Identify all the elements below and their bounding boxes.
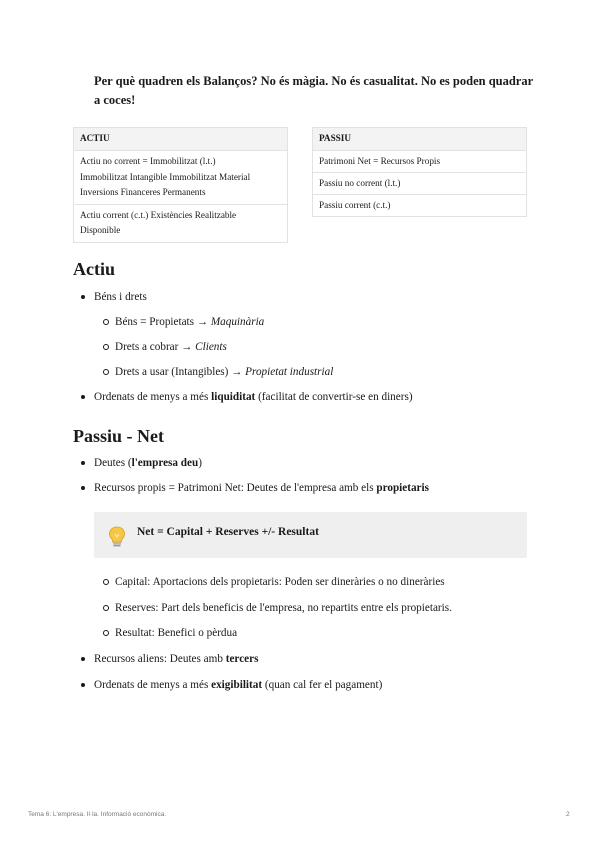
actiu-table-row (74, 151, 288, 205)
formula-text: Net = Capital + Reserves +/- Resultat (137, 526, 319, 538)
actiu-row-line: Immobilitzat Intangible Immobilitzat Material (80, 171, 251, 182)
intro-paragraph: Per què quadren els Balanços? No és màgia. No és casualitat. No es poden quadrar a coces! (94, 74, 533, 107)
list-item: Recursos aliens: Deutes amb tercers (94, 653, 259, 665)
actiu-table (73, 127, 288, 243)
page-number: 2 (566, 811, 570, 818)
list-item: Ordenats de menys a més liquiditat (facilitat de convertir-se en diners) (94, 391, 413, 403)
list-item: Ordenats de menys a més exigibilitat (quan cal fer el pagament) (94, 679, 383, 691)
list-subitem: Reserves: Part dels beneficis de l'empresa, no repartits entre els propietaris. (115, 602, 452, 614)
list-subitem: Béns = Propietats → Maquinària (115, 316, 265, 328)
passiu-table-row: Passiu no corrent (l.t.) (313, 173, 527, 195)
list-item: Deutes (l'empresa deu) (94, 457, 202, 469)
list-item: Recursos propis = Patrimoni Net: Deutes de l'empresa amb els propietaris (94, 482, 429, 494)
actiu-table-header: ACTIU (74, 128, 288, 151)
page-footer: Tema 6: L'empresa. Il·la. Informació econòmica. (28, 811, 167, 818)
lightbulb-icon (107, 526, 127, 548)
passiu-table-header: PASSIU (313, 128, 527, 151)
list-subitem: Drets a usar (Intangibles) → Propietat industrial (115, 366, 334, 378)
actiu-row-line: Actiu corrent (c.t.) Existències Realitzable (80, 209, 237, 220)
section-title-passiu: Passiu - Net (73, 426, 164, 446)
actiu-row-line: Disponible (80, 225, 121, 235)
actiu-table-row (74, 204, 288, 242)
list-subitem: Capital: Aportacions dels propietaris: Poden ser dineràries o no dineràries (115, 576, 445, 588)
passiu-table-row: Patrimoni Net = Recursos Propis (313, 151, 527, 173)
passiu-table-row: Passiu corrent (c.t.) (313, 195, 527, 217)
list-subitem: Resultat: Benefici o pèrdua (115, 627, 238, 639)
section-title-actiu: Actiu (73, 259, 115, 279)
actiu-row-line: Inversions Financeres Permanents (80, 187, 206, 197)
list-subitem: Drets a cobrar → Clients (115, 341, 227, 353)
list-item: Béns i drets (94, 291, 147, 303)
passiu-table (312, 127, 527, 217)
formula-note (94, 512, 527, 558)
actiu-row-line: Actiu no corrent = Immobilitzat (l.t.) (80, 156, 216, 166)
